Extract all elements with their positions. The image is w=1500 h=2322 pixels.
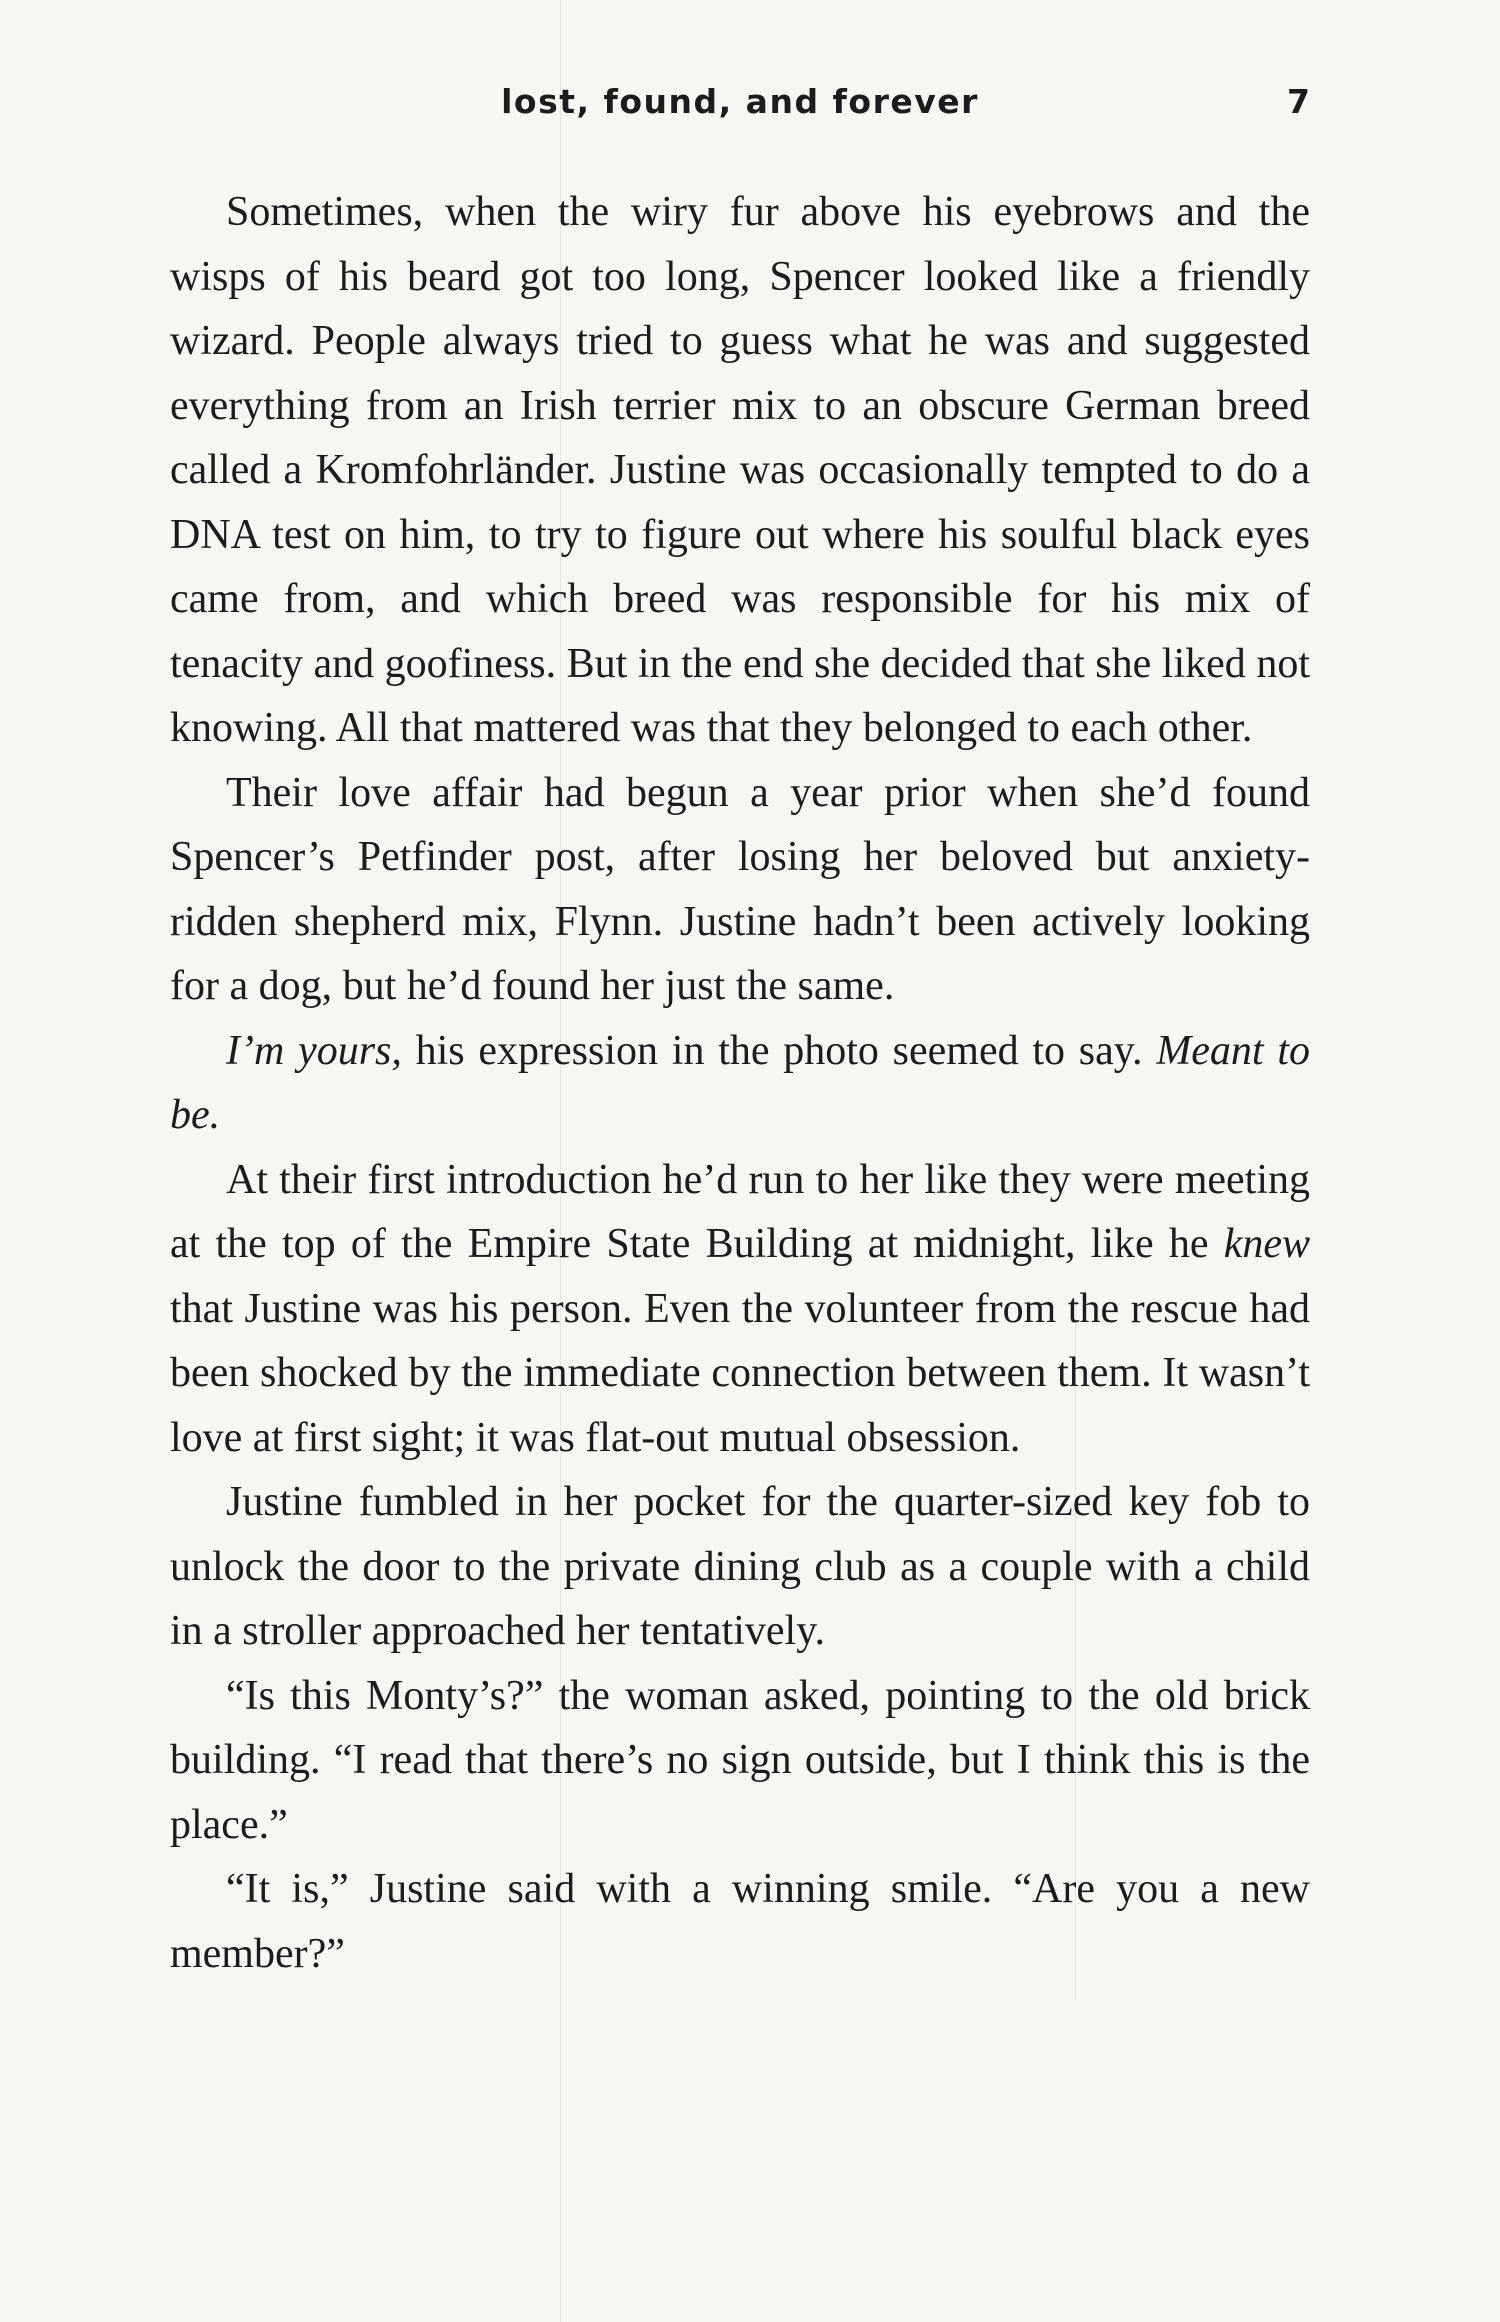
running-title: lost, found, and forever: [501, 82, 979, 121]
text-run: “It is,” Justine said with a winning smile. “Are you a new member?”: [170, 1866, 1310, 1977]
text-run: Justine fumbled in her pocket for the quarter-sized key fob to unlock the door to the private dining club as a couple with a child in a stroller approached her tentatively.: [170, 1479, 1310, 1654]
paragraph: [170, 1664, 1310, 1858]
text-run: Sometimes, when the wiry fur above his eyebrows and the wisps of his beard got too long, Spencer looked like a friendly wizard. People always tried to guess what he was and suggested everything from an Irish terrier mix to an obscure German breed called a Kromfohrländer. Justine was occasionally tempted to do a DNA test on him, to try to figure out where his soulful black eyes came from, and which breed was responsible for his mix of tenacity and goofiness. But in the end she decided that she liked not knowing. All that mattered was that they belonged to each other.: [170, 189, 1310, 751]
body-text: [170, 180, 1310, 1986]
running-head: [170, 82, 1310, 142]
paragraph: [170, 1019, 1310, 1148]
paragraph: [170, 180, 1310, 761]
text-run: At their first introduction he’d run to her like they were meeting at the top of the Empire State Building at midnight, like he: [170, 1156, 1310, 1267]
paragraph: [170, 1470, 1310, 1664]
paragraph: [170, 1857, 1310, 1986]
text-run: his expression in the photo seemed to say.: [401, 1027, 1157, 1074]
text-run: Their love affair had begun a year prior when she’d found Spencer’s Petfinder post, after losing her beloved but anxiety-ridden shepherd mix, Flynn. Justine hadn’t been actively looking for a dog, but he’d found her just the same.: [170, 769, 1310, 1009]
text-run: that Justine was his person. Even the volunteer from the rescue had been shocked by the immediate connection between them. It wasn’t love at first sight; it was flat-out mutual obsession.: [170, 1285, 1310, 1461]
paragraph: [170, 1148, 1310, 1471]
paragraph: [170, 761, 1310, 1019]
italic-text-run: knew: [1223, 1221, 1310, 1267]
page-number: 7: [1287, 82, 1310, 121]
italic-text-run: I’m yours,: [226, 1027, 402, 1074]
italic-text-run: Meant to be.: [170, 1027, 1311, 1138]
text-run: “Is this Monty’s?” the woman asked, pointing to the old brick building. “I read that there’s no sign outside, but I think this is the place.”: [170, 1672, 1310, 1848]
